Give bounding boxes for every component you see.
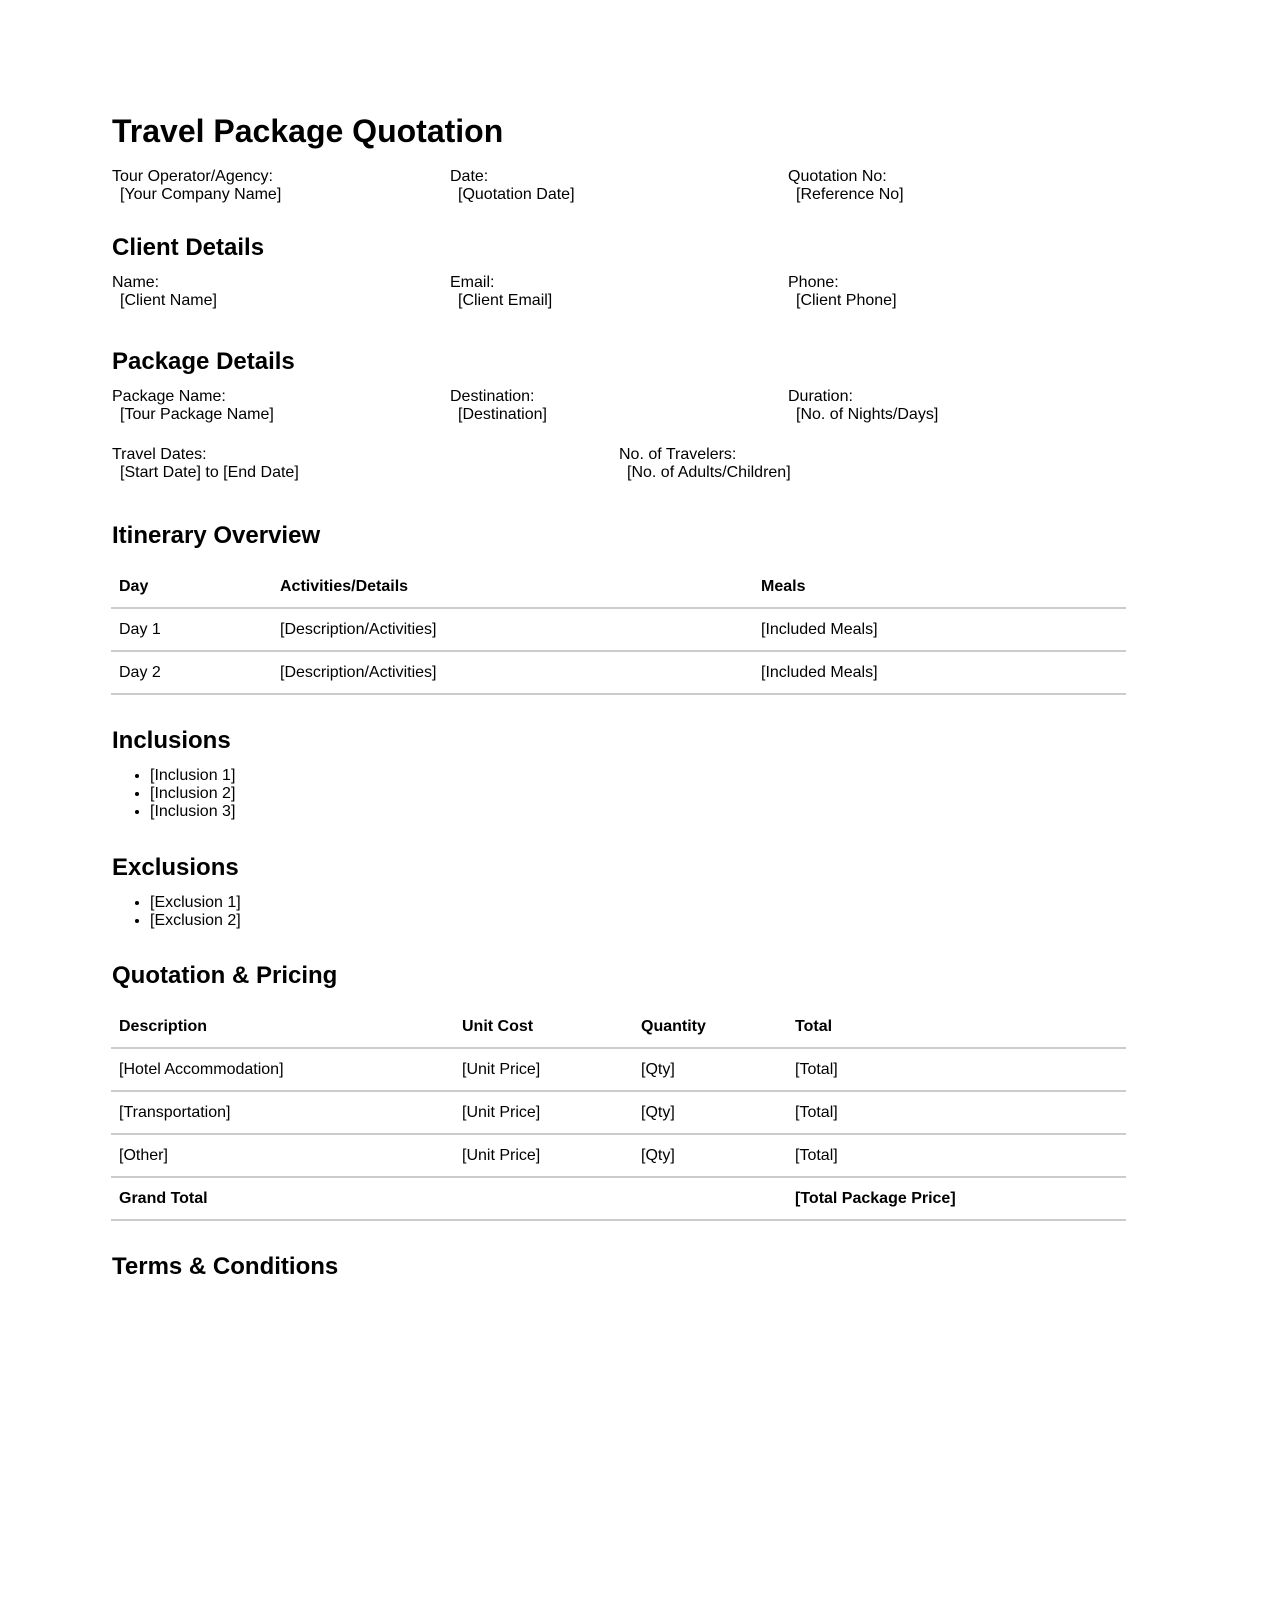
section-heading: Quotation & Pricing (112, 962, 338, 989)
day-cell: Day 1 (111, 608, 272, 651)
list-item: • [Inclusion 3] (150, 803, 1146, 821)
field-value: [Destination] (458, 406, 547, 423)
field-value: [Client Phone] (796, 292, 897, 309)
field-value: [Reference No] (796, 186, 904, 203)
field-label: Package Name: (112, 388, 226, 405)
exclusions-list (112, 894, 1146, 930)
total-cell: [Total] (787, 1134, 1126, 1177)
day-cell: Day 2 (111, 651, 272, 694)
field-value: [Your Company Name] (120, 186, 282, 203)
date-field (450, 168, 788, 204)
client-phone-field (788, 274, 1126, 310)
grand-total-row (111, 1177, 1126, 1220)
column-header-description: Description (111, 1006, 454, 1048)
empty-cell (454, 1177, 633, 1220)
package-fields-2 (112, 446, 1126, 482)
pricing-table (111, 1006, 1126, 1221)
table-row (111, 608, 1126, 651)
table-row (111, 1091, 1126, 1134)
grand-total-value: [Total Package Price] (787, 1177, 1126, 1220)
field-value: [Client Email] (458, 292, 553, 309)
pricing-section (112, 962, 1146, 1221)
quantity-cell: [Qty] (633, 1091, 787, 1134)
column-header-activities: Activities/Details (272, 566, 753, 608)
travel-dates-field (112, 446, 619, 482)
field-value: [Client Name] (120, 292, 217, 309)
field-label: Name: (112, 274, 160, 291)
document-title: Travel Package Quotation (112, 113, 504, 149)
table-header-row (111, 1006, 1126, 1048)
meals-cell: [Included Meals] (753, 608, 1126, 651)
field-label: Destination: (450, 388, 535, 405)
grand-total-label: Grand Total (111, 1177, 454, 1220)
field-value: [Tour Package Name] (120, 406, 274, 423)
column-header-total: Total (787, 1006, 1126, 1048)
client-fields (112, 274, 1126, 310)
section-heading: Client Details (112, 234, 265, 261)
table-row (111, 1048, 1126, 1091)
inclusions-section (112, 727, 1146, 821)
column-header-day: Day (111, 566, 272, 608)
field-value: [Start Date] to [End Date] (120, 464, 299, 481)
meals-cell: [Included Meals] (753, 651, 1126, 694)
description-cell: [Other] (111, 1134, 454, 1177)
list-item: • [Inclusion 1] (150, 767, 1146, 785)
field-label: Travel Dates: (112, 446, 207, 463)
agency-field (112, 168, 450, 204)
client-details-section (112, 234, 1146, 310)
column-header-quantity: Quantity (633, 1006, 787, 1048)
field-label: Duration: (788, 388, 853, 405)
quotation-no-field (788, 168, 1126, 204)
destination-field (450, 388, 788, 424)
quantity-cell: [Qty] (633, 1048, 787, 1091)
section-heading: Itinerary Overview (112, 522, 321, 549)
field-value: [No. of Adults/Children] (627, 464, 791, 481)
client-email-field (450, 274, 788, 310)
duration-field (788, 388, 1126, 424)
table-row (111, 651, 1126, 694)
column-header-meals: Meals (753, 566, 1126, 608)
empty-cell (633, 1177, 787, 1220)
description-cell: [Hotel Accommodation] (111, 1048, 454, 1091)
field-label: Tour Operator/Agency: (112, 168, 273, 185)
itinerary-section (112, 522, 1146, 695)
section-heading: Package Details (112, 348, 295, 375)
section-heading: Inclusions (112, 727, 231, 754)
terms-section (112, 1253, 1146, 1281)
unit-cost-cell: [Unit Price] (454, 1048, 633, 1091)
package-name-field (112, 388, 450, 424)
table-header-row (111, 566, 1126, 608)
description-cell: [Transportation] (111, 1091, 454, 1134)
quantity-cell: [Qty] (633, 1134, 787, 1177)
unit-cost-cell: [Unit Price] (454, 1134, 633, 1177)
field-label: Date: (450, 168, 489, 185)
field-label: Phone: (788, 274, 839, 291)
field-label: Email: (450, 274, 495, 291)
field-value: [No. of Nights/Days] (796, 406, 939, 423)
package-details-section (112, 348, 1146, 482)
list-item: • [Exclusion 2] (150, 912, 1146, 930)
activities-cell: [Description/Activities] (272, 608, 753, 651)
header-fields (112, 168, 1126, 204)
client-name-field (112, 274, 450, 310)
field-value: [Quotation Date] (458, 186, 575, 203)
section-heading: Terms & Conditions (112, 1253, 339, 1280)
total-cell: [Total] (787, 1091, 1126, 1134)
inclusions-list (112, 767, 1146, 821)
package-fields (112, 388, 1126, 424)
activities-cell: [Description/Activities] (272, 651, 753, 694)
table-row (111, 1134, 1126, 1177)
section-heading: Exclusions (112, 854, 239, 881)
itinerary-table (111, 566, 1126, 695)
list-item: • [Inclusion 2] (150, 785, 1146, 803)
exclusions-section (112, 854, 1146, 930)
field-label: No. of Travelers: (619, 446, 737, 463)
list-item: • [Exclusion 1] (150, 894, 1146, 912)
column-header-unit-cost: Unit Cost (454, 1006, 633, 1048)
travelers-field (619, 446, 1126, 482)
total-cell: [Total] (787, 1048, 1126, 1091)
field-label: Quotation No: (788, 168, 887, 185)
unit-cost-cell: [Unit Price] (454, 1091, 633, 1134)
